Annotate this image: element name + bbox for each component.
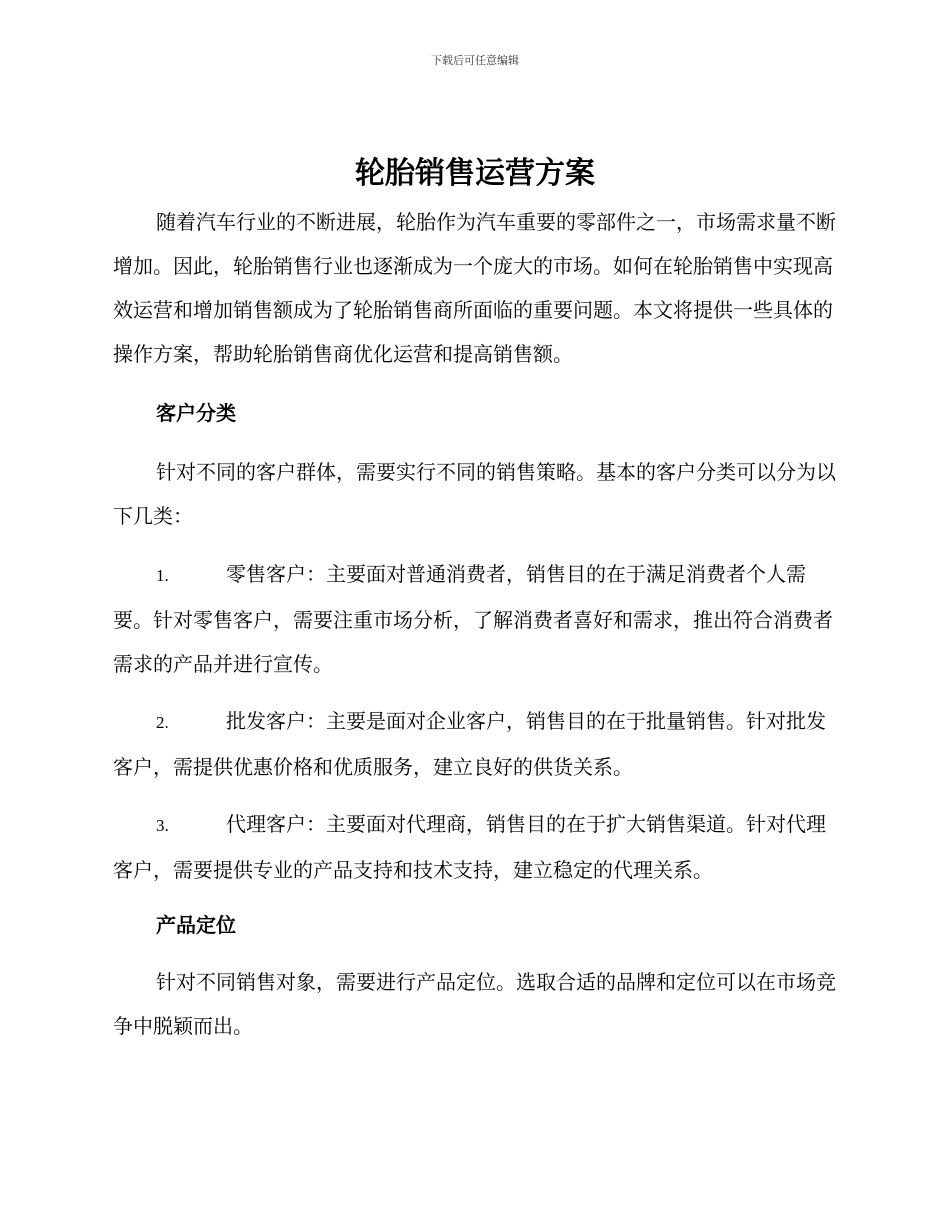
list-item-text: 批发客户：主要是面对企业客户，销售目的在于批量销售。针对批发客户，需提供优惠价格和优质服务，建立良好的供货关系。 [113, 709, 826, 779]
list-item [113, 802, 838, 892]
document-title: 轮胎销售运营方案 [355, 156, 595, 191]
section-heading-product-positioning: 产品定位 [156, 913, 236, 937]
intro-paragraph: 随着汽车行业的不断进展，轮胎作为汽车重要的零部件之一，市场需求量不断增加。因此，轮胎销售行业也逐渐成为一个庞大的市场。如何在轮胎销售中实现高效运营和增加销售额成为了轮胎销售商所面临的重要问题。本文将提供一些具体的操作方案，帮助轮胎销售商优化运营和提高销售额。 [113, 210, 836, 366]
list-item [113, 699, 838, 789]
list-item-text: 代理客户：主要面对代理商，销售目的在于扩大销售渠道。针对代理客户，需要提供专业的产品支持和技术支持，建立稳定的代理关系。 [113, 812, 826, 882]
list-item-text: 零售客户：主要面对普通消费者，销售目的在于满足消费者个人需要。针对零售客户，需要注重市场分析，了解消费者喜好和需求，推出符合消费者需求的产品并进行宣传。 [113, 562, 833, 676]
list-number: 2. [156, 713, 169, 732]
section-paragraph-product-positioning: 针对不同销售对象，需要进行产品定位。选取合适的品牌和定位可以在市场竞争中脱颖而出。 [113, 970, 836, 1038]
section-paragraph-customer-classification: 针对不同的客户群体，需要实行不同的销售策略。基本的客户分类可以分为以下几类： [113, 460, 836, 528]
list-item [113, 552, 838, 686]
header-note: 下载后可任意编辑 [431, 54, 519, 67]
section-heading-customer-classification: 客户分类 [156, 401, 236, 425]
list-number: 3. [156, 816, 169, 835]
list-number: 1. [156, 566, 169, 585]
